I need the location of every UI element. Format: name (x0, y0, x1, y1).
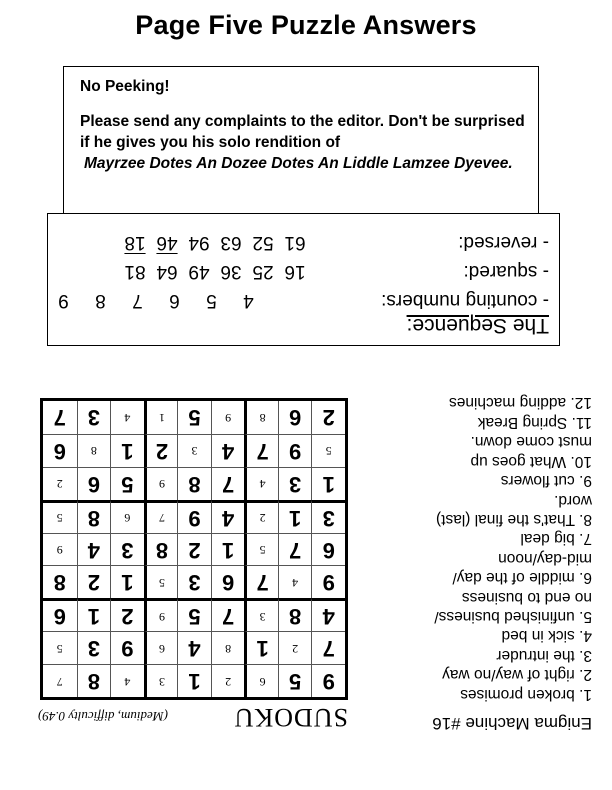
sudoku-cell: 6 (43, 434, 77, 467)
sequence-value: 25 (252, 261, 274, 282)
sequence-box (47, 213, 560, 346)
sequence-value: 49 (188, 261, 210, 282)
sudoku-cell: 8 (211, 631, 245, 664)
sudoku-cell: 9 (110, 631, 144, 664)
enigma-answer-item: 12. adding machines (448, 394, 592, 412)
enigma-answer-item: 5. unfinished business/ (434, 607, 592, 625)
sudoku-cell: 1 (311, 467, 345, 500)
sudoku-cell: 7 (144, 500, 178, 533)
sudoku-cell: 9 (311, 664, 345, 697)
sudoku-cell: 5 (311, 434, 345, 467)
sudoku-cell: 2 (43, 467, 77, 500)
sudoku-cell: 2 (244, 500, 278, 533)
sequence-value: 81 (124, 261, 146, 282)
sudoku-cell: 4 (77, 533, 111, 566)
sequence-value: 4 (243, 290, 254, 311)
sudoku-cell: 9 (144, 467, 178, 500)
sequence-row-label: - reversed: (458, 232, 549, 253)
sudoku-difficulty: (Medium, difficulty 0.49) (38, 709, 168, 724)
sequence-row-squared (58, 253, 549, 282)
sudoku-cell: 4 (244, 467, 278, 500)
note-box (63, 66, 539, 214)
sudoku-cell: 5 (144, 565, 178, 598)
sudoku-cell: 8 (244, 401, 278, 434)
sequence-row-reversed (58, 224, 549, 253)
sudoku-cell: 1 (177, 664, 211, 697)
enigma-answer-item: 9. cut flowers (500, 472, 592, 490)
enigma-answer-item: 4. sick in bed (501, 627, 592, 645)
sequence-value: 8 (95, 290, 106, 311)
enigma-answer-item: 6. middle of the day/ (452, 569, 592, 587)
sudoku-cell: 5 (110, 467, 144, 500)
sudoku-cell: 2 (144, 434, 178, 467)
enigma-answer-item: 2. right of way/no way (442, 666, 592, 684)
sudoku-cell: 5 (177, 401, 211, 434)
enigma-answer-item: word. (554, 491, 592, 509)
sudoku-cell: 6 (43, 598, 77, 631)
sequence-value: 94 (188, 232, 210, 253)
sudoku-cell: 3 (278, 467, 312, 500)
note-text: Please send any complaints to the editor. Don't be surprised if he gives you his solo rendition of (80, 113, 525, 151)
sequence-value: 9 (58, 290, 69, 311)
sudoku-grid (40, 398, 348, 700)
sudoku-cell: 9 (278, 434, 312, 467)
sudoku-cell: 8 (77, 500, 111, 533)
sequence-value: 5 (206, 290, 217, 311)
sudoku-cell: 6 (278, 401, 312, 434)
sudoku-cell: 4 (110, 401, 144, 434)
sudoku-cell: 4 (211, 500, 245, 533)
sudoku-cell: 4 (278, 565, 312, 598)
sudoku-cell: 5 (43, 631, 77, 664)
sudoku-cell: 7 (43, 664, 77, 697)
sudoku-cell: 8 (278, 598, 312, 631)
sudoku-cell: 3 (311, 500, 345, 533)
sudoku-cell: 2 (311, 401, 345, 434)
sudoku-cell: 6 (110, 500, 144, 533)
enigma-answer-item: 11. Spring Break (477, 413, 592, 431)
sudoku-cell: 3 (77, 631, 111, 664)
sudoku-cell: 9 (144, 598, 178, 631)
sudoku-cell: 4 (177, 631, 211, 664)
sudoku-cell: 1 (211, 533, 245, 566)
sudoku-cell: 4 (311, 598, 345, 631)
sudoku-brand: SUDOKU (233, 703, 348, 732)
sudoku-cell: 7 (244, 565, 278, 598)
sudoku-cell: 8 (43, 565, 77, 598)
enigma-answer-item: 10. What goes up (470, 452, 592, 470)
sudoku-cell: 7 (311, 631, 345, 664)
sequence-value: 16 (284, 261, 306, 282)
sudoku-cell: 3 (77, 401, 111, 434)
sequence-value: 36 (220, 261, 242, 282)
sequence-row-label: - counting numbers: (381, 290, 549, 311)
enigma-list (352, 393, 592, 704)
sequence-value: 18 (124, 232, 146, 253)
sudoku-cell: 6 (244, 664, 278, 697)
sequence-value: 46 (156, 232, 178, 253)
sudoku-cell: 5 (177, 598, 211, 631)
sudoku-cell: 7 (278, 533, 312, 566)
sequence-row-label: - squared: (463, 261, 549, 282)
sudoku-header (36, 702, 348, 732)
sudoku-cell: 8 (144, 533, 178, 566)
sequence-row-counting (58, 282, 549, 311)
sequence-value: 64 (156, 261, 178, 282)
sudoku-cell: 9 (177, 500, 211, 533)
sudoku-cell: 7 (53, 405, 66, 431)
sudoku-cell: 3 (144, 664, 178, 697)
enigma-answers (352, 353, 592, 733)
sequence-value: 63 (220, 232, 242, 253)
page-title: Page Five Puzzle Answers (135, 10, 477, 40)
sequence-value: 6 (169, 290, 180, 311)
sudoku-cell: 9 (311, 565, 345, 598)
enigma-answer-item: no end to business (461, 588, 592, 606)
sudoku-cell: 8 (177, 467, 211, 500)
sudoku-cell: 9 (211, 401, 245, 434)
enigma-answer-item: 7. big deal (520, 530, 592, 548)
sequence-value: 61 (284, 232, 306, 253)
sudoku-cell: 5 (278, 664, 312, 697)
sequence-title: The Sequence: (406, 314, 549, 337)
sudoku-cell: 7 (211, 598, 245, 631)
sudoku-cell: 1 (110, 434, 144, 467)
sudoku-cell: 2 (211, 664, 245, 697)
sudoku-cell: 3 (177, 565, 211, 598)
sudoku-cell: 4 (110, 664, 144, 697)
sudoku-cell: 2 (177, 533, 211, 566)
sudoku-cell: 3 (244, 598, 278, 631)
sudoku-cell: 6 (77, 467, 111, 500)
sequence-value: 52 (252, 232, 274, 253)
sudoku-cell: 1 (144, 401, 178, 434)
sudoku-cell: 8 (77, 434, 111, 467)
enigma-answer-item: 1. broken promises (460, 685, 592, 703)
sudoku-cell: 4 (211, 434, 245, 467)
sudoku-cell: 8 (77, 664, 111, 697)
sudoku-cell: 6 (311, 533, 345, 566)
sudoku-cell: 1 (77, 598, 111, 631)
sudoku-cell: 7 (211, 467, 245, 500)
sudoku-cell: 5 (244, 533, 278, 566)
note-song-title: Mayrzee Dotes An Dozee Dotes An Liddle Lamzee Dyevee. (84, 155, 513, 172)
note-heading: No Peeking! (80, 78, 170, 95)
sudoku-cell: 3 (110, 533, 144, 566)
enigma-answer-item: must come down. (470, 433, 592, 451)
enigma-answer-item: 3. the intruder (496, 646, 592, 664)
sudoku-cell: 6 (144, 631, 178, 664)
sudoku-cell: 2 (110, 598, 144, 631)
sequence-value: 7 (132, 290, 143, 311)
sudoku-cell: 3 (177, 434, 211, 467)
sudoku-cell: 2 (278, 631, 312, 664)
sudoku-cell: 7 (244, 434, 278, 467)
sudoku-cell: 1 (244, 631, 278, 664)
enigma-title: Enigma Machine #16 (432, 714, 592, 733)
sudoku-cell: 5 (43, 500, 77, 533)
enigma-answer-item: 8. That's the final (last) (435, 510, 592, 528)
sudoku-solution (36, 396, 348, 732)
enigma-answer-item: mid-day/noon (498, 549, 592, 567)
sudoku-cell: 1 (278, 500, 312, 533)
sudoku-cell: 1 (110, 565, 144, 598)
sudoku-cell: 9 (43, 533, 77, 566)
sudoku-cell: 6 (211, 565, 245, 598)
sudoku-cell: 2 (77, 565, 111, 598)
